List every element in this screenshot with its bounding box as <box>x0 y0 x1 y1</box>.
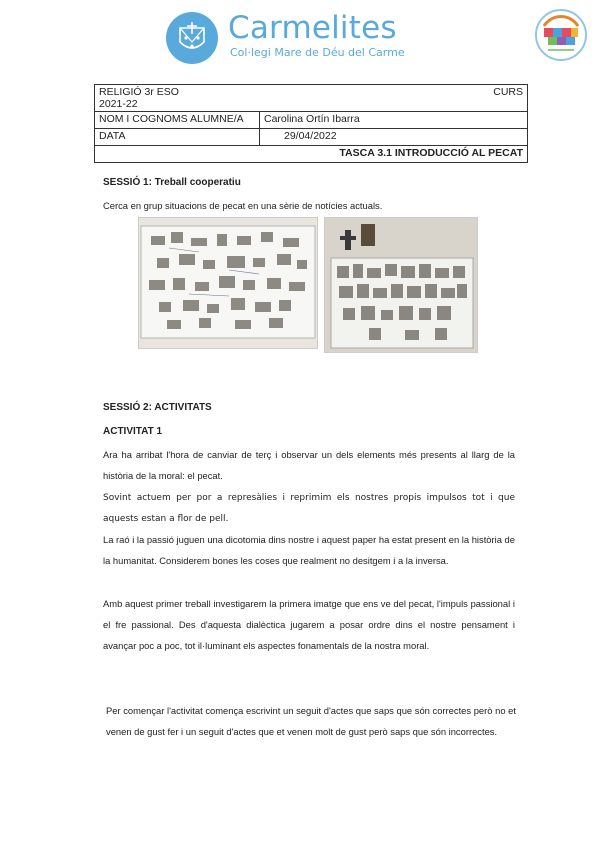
student-name-label: NOM I COGNOMS ALUMNE/A <box>95 112 260 129</box>
paragraph-4: Amb aquest primer treball investigarem la primera imatge que ens ve del pecat, l'impuls passional i el fre passional. Des d'aquesta dialèctica jugarem a posar ordre dins el nostre pensament i avançar poc a poc, tot il·luminant els aspectes fonamentals de la nostra moral. <box>103 598 515 651</box>
puzzle-badge-icon <box>534 8 588 62</box>
paragraph-2: Sovint actuem per por a represàlies i reprimim els nostres propis impulsos tot i que aquests estan a flor de pell. <box>103 493 515 524</box>
course-label: CURS <box>493 86 523 98</box>
logo-subtitle: Col·legi Mare de Déu del Carme <box>230 46 405 59</box>
session1-title: SESSIÓ 1: Treball cooperatiu <box>103 177 241 188</box>
logo-title: Carmelites <box>228 10 397 46</box>
student-name-value: Carolina Ortín Ibarra <box>260 112 528 129</box>
student-info-table <box>94 84 528 163</box>
activity1-title: ACTIVITAT 1 <box>103 426 163 437</box>
date-value: 29/04/2022 <box>260 129 528 146</box>
whiteboard-photo-right <box>324 217 478 353</box>
date-label: DATA <box>95 129 260 146</box>
paragraph-1: Ara ha arribat l'hora de canviar de terç i observar un dels elements més presents al llarg de la història de la moral: el pecat. <box>103 449 515 481</box>
paragraph-3: La raó i la passió juguen una dicotomia dins nostre i aquest paper ha estat present en la història de la humanitat. Considerem bones les coses que realment no desitgem i a la inversa. <box>103 534 515 566</box>
session2-title: SESSIÓ 2: ACTIVITATS <box>103 402 212 413</box>
carmelite-shield-icon <box>166 12 218 64</box>
school-logo <box>166 12 406 72</box>
subject-label: RELIGIÓ 3r ESO <box>99 86 179 98</box>
task-title: TASCA 3.1 INTRODUCCIÓ AL PECAT <box>95 146 528 163</box>
whiteboard-photo-left <box>138 217 318 349</box>
session1-instruction: Cerca en grup situacions de pecat en una sèrie de notícies actuals. <box>103 200 383 211</box>
paragraph-5: Per començar l'activitat comença escrivint un seguit d'actes que saps que són correctes però no et venen de gust fer i un seguit d'actes que et venen molt de gust però saps que són incorrectes. <box>106 705 516 737</box>
school-year: 2021-22 <box>99 98 138 110</box>
